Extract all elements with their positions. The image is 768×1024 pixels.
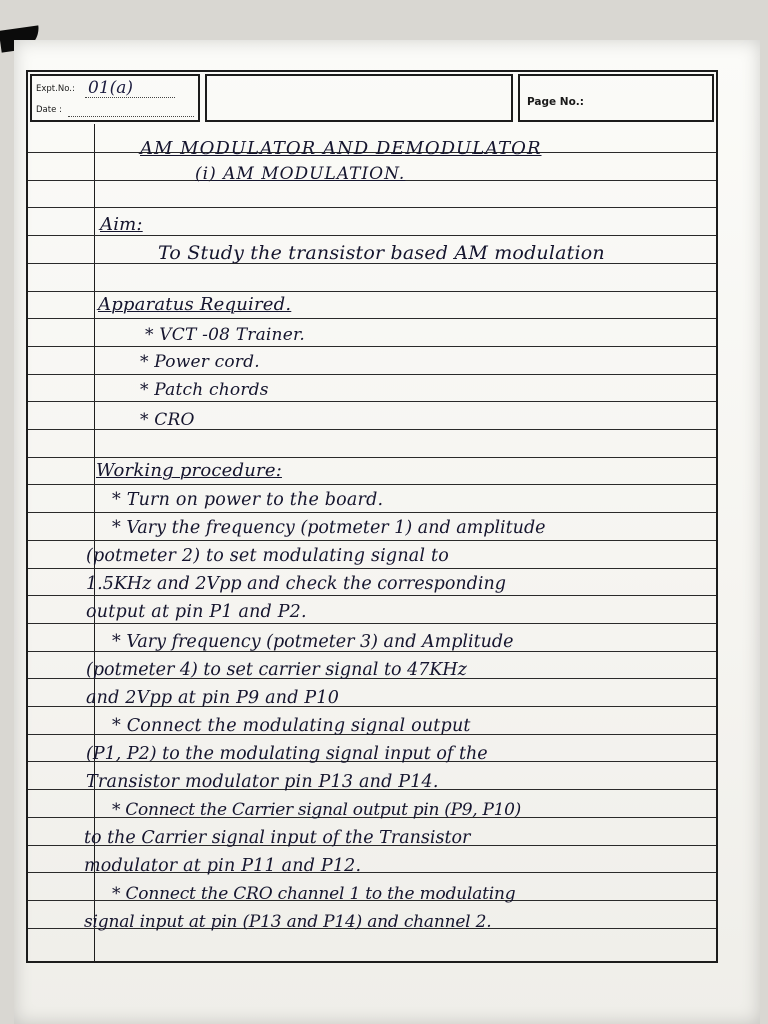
procedure-line: output at pin P1 and P2. [86,602,307,622]
ruled-line [28,291,716,292]
ruled-line [28,484,716,485]
ruled-line [28,318,716,319]
procedure-line: (potmeter 2) to set modulating signal to [86,546,449,566]
procedure-line: * Turn on power to the board. [112,490,384,510]
ruled-line [28,623,716,624]
procedure-line: * Vary the frequency (potmeter 1) and amplitude [112,518,546,538]
apparatus-item: * VCT -08 Trainer. [145,325,306,345]
procedure-line: (P1, P2) to the modulating signal input of the [86,744,488,764]
ruled-line [28,595,716,596]
apparatus-item: * CRO [140,410,195,430]
aim-heading: Aim: [100,214,143,235]
aim-text: To Study the transistor based AM modulation [158,242,605,264]
procedure-line: 1.5KHz and 2Vpp and check the corresponding [86,574,506,594]
ruled-line [28,346,716,347]
procedure-line: signal input at pin (P13 and P14) and channel 2. [84,912,492,932]
header-title-box [205,74,513,122]
procedure-line: to the Carrier signal input of the Transistor [84,828,471,848]
expt-no-value: 01(a) [88,78,134,98]
procedure-line: * Connect the CRO channel 1 to the modulating [112,884,516,904]
procedure-heading: Working procedure: [96,460,282,481]
ruled-line [28,207,716,208]
procedure-line: * Connect the Carrier signal output pin (P9, P10) [112,800,521,820]
ruled-line [28,512,716,513]
procedure-line: and 2Vpp at pin P9 and P10 [86,688,340,708]
apparatus-heading: Apparatus Required. [98,294,292,315]
expt-no-label: Expt.No.: [36,84,75,94]
procedure-line: * Vary frequency (potmeter 3) and Amplitude [112,632,514,652]
date-dotted-line [68,116,194,117]
ruled-line [28,374,716,375]
page-title: AM MODULATOR AND DEMODULATOR [140,138,542,159]
procedure-line: modulator at pin P11 and P12. [84,856,362,876]
page-no-label: Page No.: [527,96,584,108]
ruled-line [28,457,716,458]
page-subtitle: (i) AM MODULATION. [195,164,406,184]
procedure-line: Transistor modulator pin P13 and P14. [86,772,439,792]
ruled-line [28,235,716,236]
procedure-line: (potmeter 4) to set carrier signal to 47KHz [86,660,467,680]
ruled-line [28,429,716,430]
date-label: Date : [36,105,62,115]
ruled-line [28,568,716,569]
ruled-line [28,401,716,402]
ruled-line [28,540,716,541]
apparatus-item: * Patch chords [140,380,269,400]
apparatus-item: * Power cord. [140,352,260,372]
procedure-line: * Connect the modulating signal output [112,716,471,736]
